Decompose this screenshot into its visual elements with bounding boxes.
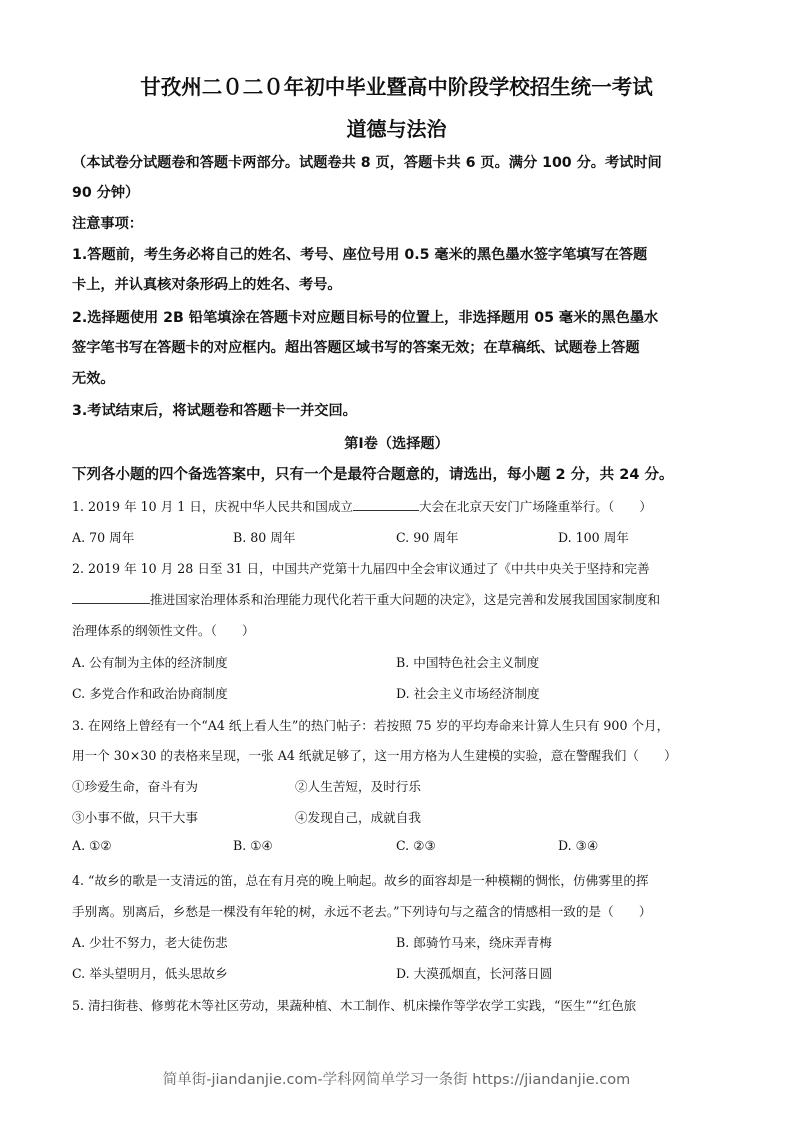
question-1-option-b: B. 80 周年 <box>233 530 296 545</box>
question-3-item-1: ①珍爱生命，奋斗有为 <box>72 779 198 794</box>
question-1-option-c: C. 90 周年 <box>396 530 459 545</box>
question-2-stem-line-2-text: 推进国家治理体系和治理能力现代化若干重大问题的决定》，这是完善和发展我国国家制度和 <box>150 592 661 607</box>
question-3-item-4: ④发现自己，成就自我 <box>295 810 421 825</box>
answer-blank <box>72 591 150 604</box>
note-2-line-2: 签字笔书写在答题卡的对应框内。超出答题区域书写的答案无效；在草稿纸、试题卷上答题 <box>72 340 640 356</box>
question-2-stem-line-3: 治理体系的纲领性文件。（ ） <box>72 623 255 638</box>
question-3-option-a: A. ①② <box>72 838 112 853</box>
question-4-stem-line-2: 手别离。别离后，乡愁是一棵没有年轮的树，永远不老去。”下列诗句与之蕴含的情感相一致的是（ ） <box>72 904 652 919</box>
section-directions: 下列各小题的四个备选答案中，只有一个是最符合题意的，请选出，每小题 2 分，共 24 分。 <box>72 467 674 483</box>
note-1-line-2: 卡上，并认真核对条形码上的姓名、考号。 <box>72 277 342 293</box>
note-2-line-3: 无效。 <box>72 371 115 387</box>
question-4-option-c: C. 举头望明月，低头思故乡 <box>72 966 228 981</box>
question-2-option-a: A. 公有制为主体的经济制度 <box>72 655 228 670</box>
question-1-option-a: A. 70 周年 <box>72 530 135 545</box>
question-4-option-a: A. 少壮不努力，老大徒伤悲 <box>72 935 228 950</box>
footer-watermark: 简单街-jiandanjie.com-学科网简单学习一条街 https://jiandanjie.com <box>162 1072 631 1088</box>
question-1-stem-after: 大会在北京天安门广场隆重举行。（ ） <box>419 499 653 514</box>
question-2-option-b: B. 中国特色社会主义制度 <box>396 655 540 670</box>
question-2-stem-line-1: 2. 2019 年 10 月 28 日至 31 日，中国共产党第十九届四中全会审议通过了《中共中央关于坚持和完善 <box>72 561 650 576</box>
question-3-option-b: B. ①④ <box>233 838 273 853</box>
note-1-line-1: 1.答题前，考生务必将自己的姓名、考号、座位号用 0.5 毫米的黑色墨水签字笔填写在答题 <box>72 247 648 263</box>
question-3-item-3: ③小事不做，只干大事 <box>72 810 198 825</box>
question-5-stem-line-1: 5. 清扫街巷、修剪花木等社区劳动，果蔬种植、木工制作、机床操作等学农学工实践，“医生”“红色旅 <box>72 998 637 1013</box>
question-3-item-2: ②人生苦短，及时行乐 <box>295 779 421 794</box>
subject-title: 道德与法治 <box>346 117 447 141</box>
exam-title: 甘孜州二０二０年初中毕业暨高中阶段学校招生统一考试 <box>140 75 653 99</box>
note-2-line-1: 2.选择题使用 2B 铅笔填涂在答题卡对应题目标号的位置上，非选择题用 05 毫米的黑色墨水 <box>72 310 659 326</box>
note-3: 3.考试结束后，将试题卷和答题卡一并交回。 <box>72 403 357 419</box>
section-title: 第Ⅰ卷（选择题） <box>344 436 449 452</box>
question-3-stem-line-1: 3. 在网络上曾经有一个“A4 纸上看人生”的热门帖子：若按照 75 岁的平均寿命来计算人生只有 900 个月， <box>72 718 670 733</box>
question-3-stem-line-2: 用一个 30×30 的表格来呈现，一张 A4 纸就足够了，这一用方格为人生建模的实验，意在警醒我们（ ） <box>72 748 677 763</box>
intro-line-1: （本试卷分试题卷和答题卡两部分。试题卷共 8 页，答题卡共 6 页。满分 100 分。考试时间 <box>72 155 662 171</box>
intro-line-2: 90 分钟） <box>72 185 140 201</box>
question-2-stem-line-2 <box>72 589 660 608</box>
question-3-option-c: C. ②③ <box>396 838 436 853</box>
question-4-stem-line-1: 4. “故乡的歌是一支清远的笛，总在有月亮的晚上响起。故乡的面容却是一种模糊的惆怅，仿佛雾里的挥 <box>72 873 649 888</box>
question-2-option-d: D. 社会主义市场经济制度 <box>396 686 540 701</box>
question-4-option-d: D. 大漠孤烟直，长河落日圆 <box>396 966 553 981</box>
answer-blank <box>353 498 419 511</box>
question-4-option-b: B. 郎骑竹马来，绕床弄青梅 <box>396 935 552 950</box>
question-1-stem-before: 1. 2019 年 10 月 1 日，庆祝中华人民共和国成立 <box>72 499 354 514</box>
question-2-option-c: C. 多党合作和政治协商制度 <box>72 686 228 701</box>
question-3-option-d: D. ③④ <box>558 838 599 853</box>
notes-heading: 注意事项： <box>72 216 143 232</box>
question-1-stem <box>72 496 652 515</box>
question-1-option-d: D. 100 周年 <box>558 530 629 545</box>
